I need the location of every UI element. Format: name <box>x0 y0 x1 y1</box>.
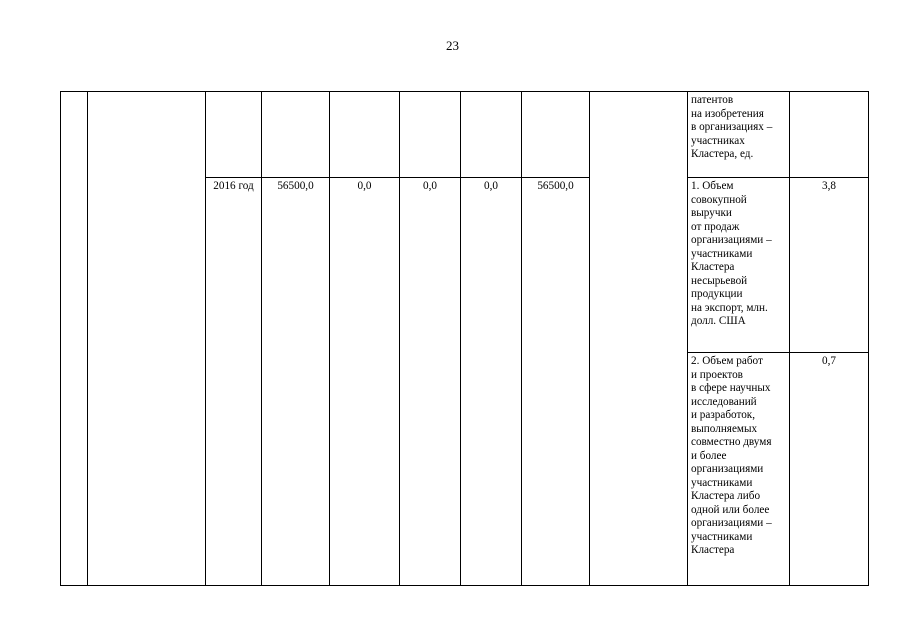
page-number: 23 <box>446 38 459 53</box>
cell-year: 2016 год <box>206 178 262 586</box>
cell-number <box>61 92 88 586</box>
cell-col-b-empty <box>400 92 461 178</box>
cell-indicator-export-revenue: 1. Объем совокупной выручки от продаж организациями – участниками Кластера несырьевой продукции на экспорт, млн. долл. США <box>688 178 790 353</box>
cell-col-d-empty <box>522 92 590 178</box>
cell-col-a: 0,0 <box>330 178 400 586</box>
cell-col-a-empty <box>330 92 400 178</box>
cell-total-empty <box>262 92 330 178</box>
table-row-continuation <box>61 92 869 178</box>
cell-col-b: 0,0 <box>400 178 461 586</box>
cell-col-c-empty <box>461 92 522 178</box>
cell-total: 56500,0 <box>262 178 330 586</box>
cell-indicator-research-volume-value: 0,7 <box>790 353 869 586</box>
cell-indicator-research-volume: 2. Объем работ и проектов в сфере научных исследований и разработок, выполняемых совместно двумя и более организациями участниками Кластера либо одной или более организациями – участниками Кластера <box>688 353 790 586</box>
cell-year-empty <box>206 92 262 178</box>
cell-col-c: 0,0 <box>461 178 522 586</box>
cell-indicator-patents: патентов на изобретения в организациях – участниках Кластера, ед. <box>688 92 790 178</box>
cell-indicator-patents-value <box>790 92 869 178</box>
program-financing-table <box>60 91 869 586</box>
cell-activity <box>88 92 206 586</box>
cell-indicator-export-revenue-value: 3,8 <box>790 178 869 353</box>
cell-executor <box>590 92 688 586</box>
cell-col-d: 56500,0 <box>522 178 590 586</box>
